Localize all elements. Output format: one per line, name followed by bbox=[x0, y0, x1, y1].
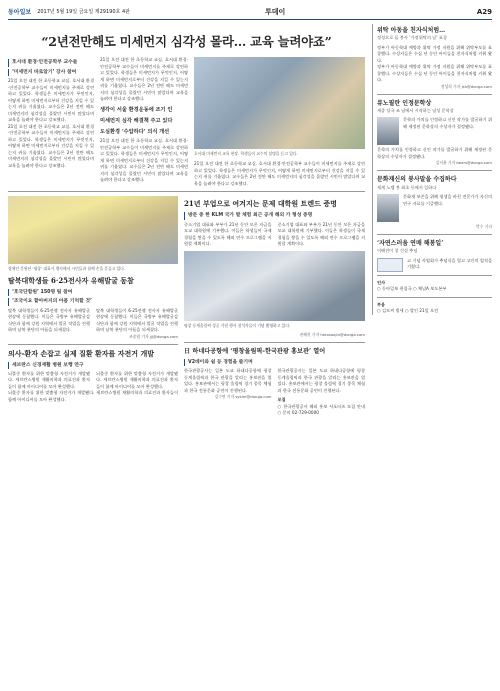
rehab-headline: 의사-환자 손잡고 실제 질환 환자를 자전거 개발 bbox=[8, 348, 155, 358]
defector-subhead-2: ‘조국이요 할아버지의 아픔 기억할 것’ bbox=[8, 298, 178, 305]
divider bbox=[8, 344, 178, 345]
lead-headline: “2년전만해도 미세먼지 심각성 몰라… 교육 늘려야죠” bbox=[41, 34, 332, 49]
lead-body-1b: 21일 오전 대전 한 초등학교 교실. 호서대 환경·안전공학부 교수들이 미세먼지를 주제로 강연하고 있었다. 학생들은 미세먼지가 무엇인지, 어떻게 하면 미세먼지로부터 건강을 지킬 수 있는지 귀를 기울였다. 교수들은 2년 전만 해도 미세먼지의 심각성을 몰랐던 시민이 많았다며 교육을 늘려야 한다고 강조했다. bbox=[8, 123, 94, 168]
donation-headline: 21년 부업으로 여겨지는 문제 대학원 트렌드 증명 bbox=[184, 199, 337, 209]
rehab-text-2: 뇌졸중 환자를 위한 맞춤형 자전거가 개발됐다. 세브란스병원 재활의학과 의료진과 환자들이 함께 아이디어를 모아 완성했다. bbox=[96, 370, 178, 389]
rehab-text-1: 뇌졸중 환자를 위한 맞춤형 자전거가 개발됐다. 세브란스병원 재활의학과 의료진과 환자들이 함께 아이디어를 모아 완성했다. bbox=[8, 370, 90, 389]
divider bbox=[377, 275, 492, 276]
expert-portrait bbox=[377, 194, 399, 222]
rehab-subhead: 세브란스 신경재활 병원 보행 연구 bbox=[8, 362, 178, 369]
defector-text-1: 탈북 대학생들이 6·25전쟁 전사자 유해발굴 현장에 동참했다. 이들은 국방부 유해발굴감식단과 함께 강원 지역에서 발굴 작업을 진행하며 남북 분단의 아픔을 되새겼다. bbox=[8, 307, 90, 333]
left-band bbox=[8, 196, 178, 417]
cheer-team-photo bbox=[8, 196, 178, 264]
classroom-photo bbox=[194, 57, 365, 149]
divider bbox=[377, 234, 492, 235]
second-band bbox=[8, 196, 365, 417]
divider bbox=[377, 94, 492, 95]
lead-story bbox=[8, 57, 365, 187]
divider bbox=[377, 170, 492, 171]
heritage-text: 문화재 보존을 위해 평생을 바친 전문가가 자신의 연구 자료를 기증했다. bbox=[403, 194, 492, 206]
airport-byline: 김수연 기자 sykim@donga.com bbox=[214, 394, 272, 400]
foster-subhead: 정성으로 돌 봉사 ‘가정위탁의 날’ 표창 bbox=[377, 35, 447, 41]
notice-title: 모집 bbox=[277, 397, 286, 403]
cheer-photo-caption: 장애인 응원단 ‘평창’ 대표가 행사에서 시민들과 함께 손을 흔들고 있다. bbox=[8, 266, 126, 272]
page-header bbox=[8, 6, 492, 20]
rehab-body bbox=[8, 371, 178, 391]
rehab-text-3: 뇌졸중 환자를 위한 맞춤형 자전거가 개발됐다. 세브란스병원 재활의학과 의료진과 환자들이 함께 아이디어를 모아 완성했다. bbox=[8, 390, 178, 402]
memorial-logo bbox=[377, 258, 403, 272]
people-body: ○ 동아일보 편집국 ○ 채널A 보도본부 bbox=[377, 286, 447, 292]
foster-text-2: 정부가 아동학대 예방과 위탁 가정 지원을 위해 위탁부모를 표창했다. 수상자들은 수십 년 동안 아이들을 친자식처럼 키워 왔다. bbox=[377, 64, 492, 83]
airport-headline: 日 하네다공항에 ‘평창올림픽-한국관광 홍보관’ 열어 bbox=[184, 348, 326, 356]
divider bbox=[184, 342, 365, 343]
airport-subhead: V2데이와 쉼 등 경험을 즐기며 bbox=[184, 359, 365, 366]
page-number: A29 bbox=[476, 8, 492, 17]
people-title: 인사 bbox=[377, 279, 386, 285]
lead-subhead-1: 호서대 환경·안전공학부 교수들 bbox=[8, 59, 94, 66]
heritage-byline: 박수 기자 bbox=[476, 224, 492, 230]
lead-story-text bbox=[8, 57, 94, 187]
airport-text-2: 한국관광공사는 일본 도쿄 하네다공항에 평창 동계올림픽과 한국 관광을 알리는 홍보관을 열었다. 홍보관에서는 평창 올림픽 경기 종목 체험과 한국 전통문화 공연이 진행된다. bbox=[277, 368, 365, 393]
defector-text-2: 탈북 대학생들이 6·25전쟁 전사자 유해발굴 현장에 동참했다. 이들은 국방부 유해발굴감식단과 함께 강원 지역에서 발굴 작업을 진행하며 남북 분단의 아픔을 되새겼다. bbox=[96, 307, 178, 333]
ceremony-photo-caption: 평창 동계올림픽 성공 기원 행사 참석자들이 기념 촬영하고 있다. bbox=[184, 322, 291, 328]
literature-subhead: 세종 당국 조 남에서 시작하는 남성 문학상 bbox=[377, 107, 454, 113]
literature-byline: 김지윤 기자 bears@donga.com bbox=[435, 160, 492, 166]
foster-byline: 정성희 기자 jsh@donga.com bbox=[440, 83, 492, 89]
donation-byline: 권혜진 기자 herosoojin@donga.com bbox=[299, 332, 365, 338]
lead-body-3: 21일 오전 대전 한 초등학교 교실. 호서대 환경·안전공학부 교수들이 미세먼지를 주제로 강연하고 있었다. 학생들은 미세먼지가 무엇인지, 어떻게 하면 미세먼지로부터 건강을 지킬 수 있는지 귀를 기울였다. 교수들은 2년 전만 해도 미세먼지의 심각성을 몰랐던 시민이 많았다며 교육을 늘려야 한다고 강조했다. bbox=[100, 138, 188, 183]
issue-date: 2017년 5월 19일 금요일 제29190호 4판 bbox=[37, 8, 130, 15]
divider bbox=[8, 191, 365, 192]
defector-body bbox=[8, 308, 178, 334]
donation-subhead: 방문 중 한 KLM 국가 발 체험 최근 공개 해외 가 형성 증명 bbox=[184, 212, 365, 219]
literature-text: 문학의 가치를 인정하고 신인 작가를 발굴하기 위해 제정된 문학상의 수상자가 결정됐다. bbox=[403, 117, 492, 129]
donation-text-1: 중소기업 대표와 부부가 21년 동안 모은 자금을 모교 대학원에 기부했다. 이들은 학생들이 국제 경험을 쌓을 수 있도록 해외 연수 프로그램을 지원할 계획이다. bbox=[184, 221, 272, 247]
obituary-body: ○ 김모씨 별세 ○ 발인 21일 오전 bbox=[377, 308, 439, 314]
lead-photo-caption: 호서대 미세먼지 교육 현장. 학생들이 교수의 설명을 듣고 있다. bbox=[194, 151, 298, 157]
author-portrait bbox=[377, 117, 399, 145]
divider bbox=[377, 297, 492, 298]
ceremony-photo bbox=[184, 251, 365, 321]
lead-midhead-1: 생각이 서울 환경운동에 조기 인 bbox=[100, 106, 173, 113]
airport-left bbox=[184, 368, 272, 417]
lead-subhead-2: ‘미세먼지 바로알기’ 강사 참여 bbox=[8, 69, 94, 76]
donation-body bbox=[184, 222, 365, 248]
lead-body-4: 21일 오전 대전 한 초등학교 교실. 호서대 환경·안전공학부 교수들이 미세먼지를 주제로 강연하고 있었다. 학생들은 미세먼지가 무엇인지, 어떻게 하면 미세먼지로부터 건강을 지킬 수 있는지 귀를 기울였다. 교수들은 2년 전만 해도 미세먼지의 심각성을 몰랐던 시민이 많았다며 교육을 늘려야 한다고 강조했다. bbox=[194, 161, 365, 186]
literature-headline: 류노필란 인정문학상 bbox=[377, 99, 432, 107]
notice-body: ○ 한국관광공사 해외 홍보 서포터즈 모집 안내 ○ 문의 02-729-0000 bbox=[277, 403, 365, 416]
airport-text-1: 한국관광공사는 일본 도쿄 하네다공항에 평창 동계올림픽과 한국 관광을 알리는 홍보관을 열었다. 홍보관에서는 평창 올림픽 경기 종목 체험과 한국 전통문화 공연이 진행된다. bbox=[184, 368, 272, 393]
lead-midhead-2: 미세먼지 심각 해결책 주고 있다 bbox=[100, 117, 173, 124]
lead-body-2: 21일 오전 대전 한 초등학교 교실. 호서대 환경·안전공학부 교수들이 미세먼지를 주제로 강연하고 있었다. 학생들은 미세먼지가 무엇인지, 어떻게 하면 미세먼지로부터 건강을 지킬 수 있는지 귀를 기울였다. 교수들은 2년 전만 해도 미세먼지의 심각성을 몰랐던 시민이 많았다며 교육을 늘려야 한다고 강조했다. bbox=[100, 57, 188, 102]
defector-subhead-1: ‘호국단합원’ 150명 팀 참여 bbox=[8, 289, 178, 296]
lead-story-text-2 bbox=[100, 57, 188, 187]
foster-headline: 위탁 아동을 친자식처럼… bbox=[377, 27, 446, 34]
airport-body bbox=[184, 368, 365, 417]
lead-midhead-3: 도심환경 ‘수압하다’ 의식 개선 bbox=[100, 129, 170, 135]
defector-byline: 조종엽 기자 jjj@donga.com bbox=[129, 333, 178, 339]
lead-photo-block bbox=[194, 57, 365, 187]
newspaper-logo: 동아일보 bbox=[8, 8, 32, 16]
donation-text-2: 중소기업 대표와 부부가 21년 동안 모은 자금을 모교 대학원에 기부했다. 이들은 학생들이 국제 경험을 쌓을 수 있도록 해외 연수 프로그램을 지원할 계획이다. bbox=[277, 221, 365, 247]
side-column bbox=[372, 24, 492, 315]
memorial-subhead: 이해진이 창 건설 추념 bbox=[377, 248, 418, 254]
lead-body-1: 21일 오전 대전 한 초등학교 교실. 호서대 환경·안전공학부 교수들이 미세먼지를 주제로 강연하고 있었다. 학생들은 미세먼지가 무엇인지, 어떻게 하면 미세먼지로부터 건강을 지킬 수 있는지 귀를 기울였다. 교수들은 2년 전만 해도 미세먼지의 심각성을 몰랐던 시민이 많았다며 교육을 늘려야 한다고 강조했다. bbox=[8, 78, 94, 123]
memorial-text: 고 기념 사업회가 추념식을 열고 고인의 업적을 기렸다. bbox=[407, 257, 492, 270]
obituary-title: 부음 bbox=[377, 301, 386, 307]
literature-text-2: 문학의 가치를 인정하고 신인 작가를 발굴하기 위해 제정된 문학상의 수상자가 결정됐다. bbox=[377, 147, 492, 159]
defector-headline: 탈북대학생들 6·25전사자 유해발굴 동참 bbox=[8, 276, 134, 286]
airport-right bbox=[278, 368, 366, 417]
section-name: 투데이 bbox=[264, 8, 286, 17]
heritage-headline: 문화재신의 봉사말을 수집하다 bbox=[377, 176, 457, 184]
foster-text: 정부가 아동학대 예방과 위탁 가정 지원을 위해 위탁부모를 표창했다. 수상자들은 수십 년 동안 아이들을 친자식처럼 키워 왔다. bbox=[377, 44, 492, 63]
memorial-headline: ‘자연스러움 연매 해봉일’ bbox=[377, 240, 444, 248]
main-column bbox=[8, 24, 365, 417]
heritage-subhead: 세계 노벨 봉 최초 등에서 일하다 bbox=[377, 184, 437, 190]
right-band bbox=[184, 196, 365, 417]
